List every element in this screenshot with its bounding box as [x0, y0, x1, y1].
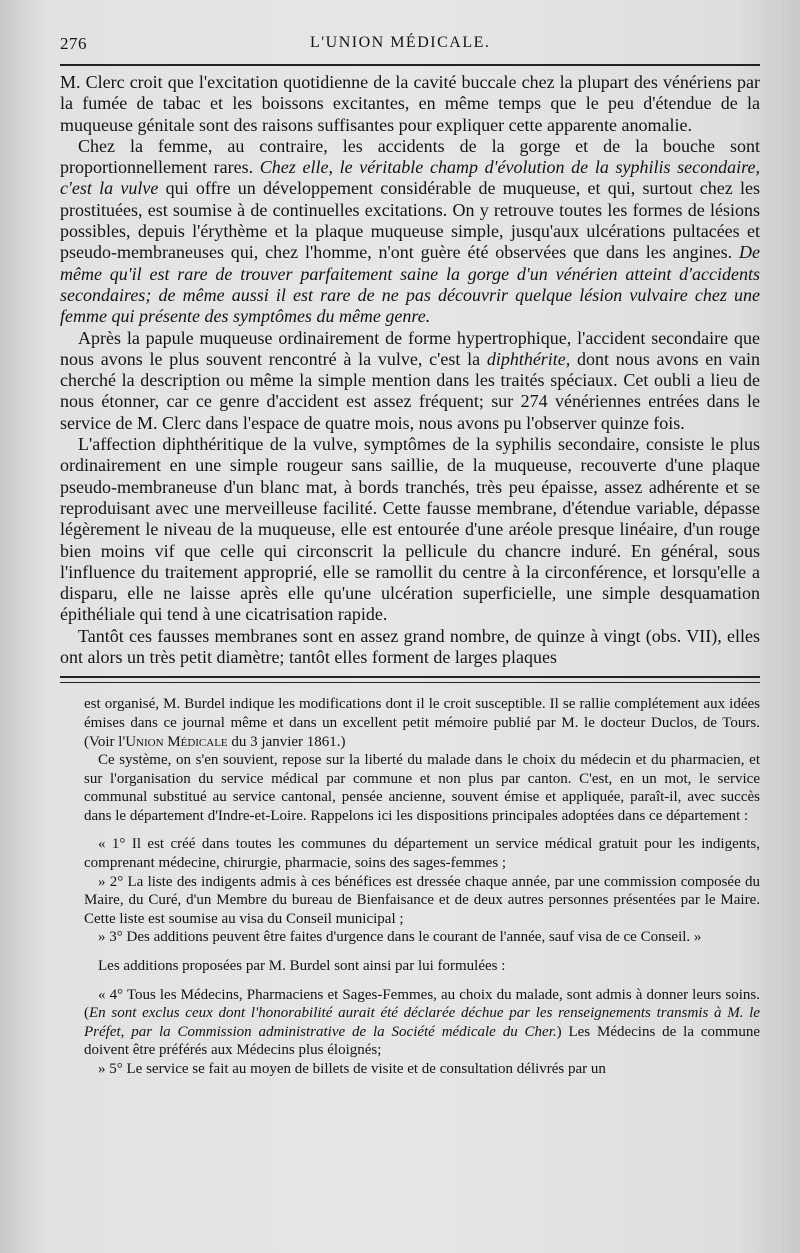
footnote-article-5: » 5° Le service se fait au moyen de billets de visite et de consultation délivrés par un [98, 1061, 606, 1077]
footnote-para-3: Les additions proposées par M. Burdel sont ainsi par lui formulées : [98, 958, 506, 975]
footnote-separator [60, 676, 760, 683]
footnote-article-4 [84, 986, 760, 1060]
footnote-journal-ref: Union Médicale [125, 733, 228, 750]
paragraph-4: L'affection diphthéritique de la vulve, symptômes de la syphilis secondaire, consiste le plus ordinairement en une simple rougeur sans saillie, de la muqueuse, recouverte d'une plaque pseudo-membraneuse d'un blanc mat, à bords tranchés, très peu épaisse, assez adhérente et se reproduisant avec une merveilleuse facilité. Cette fausse membrane, d'étendue variable, dépasse légèrement le niveau de la muqueuse, elle est entourée d'une aréole presque linéaire, d'un rouge bien moins vif que celle qui circonscrit la pellicule du chancre induré. En général, sous l'influence du traitement approprié, elle se ramollit du centre à la circonférence, et lorsqu'elle a disparu, elle ne laisse après elle qu'une ulcération superficielle, une simple desquamation épithéliale qui tend à une cicatrisation rapide. [60, 434, 760, 625]
header-rule [60, 64, 760, 66]
footnote-para-1-a: est organisé, M. Burdel indique les modifications dont il le croit susceptible. Il se rallie complétement aux idées émises dans ce journal même et dans un excellent petit mémoire publié par M. le docteur Duclos, de Tours. (Voir l' [84, 696, 760, 750]
footnote-article-4-a: « 4° Tous les Médecins, Pharmaciens et Sages-Femmes, au choix du malade, sont admis à donner leurs soins. ( [84, 986, 760, 1022]
footnote-gap-3 [84, 976, 760, 986]
paragraph-2-part-c: qui offre un développement considérable de muqueuse, et qui, surtout chez les prostituées, est soumise à de continuelles excitations. On y retrouve toutes les formes de lésions possibles, depuis l'érythème et la plaque muqueuse simple, jusqu'aux ulcérations pultacées et pseudo-membraneuses qui, chez l'homme, n'ont guère été observées que dans les angines. [60, 178, 760, 263]
footnote-article-1: « 1° Il est créé dans toutes les communes du département un service médical gratuit pour les indigents, comprenant médecine, chirurgie, pharmacie, soins des sages-femmes ; [84, 836, 760, 872]
running-header [60, 28, 760, 58]
paragraph-2-part-a: Chez la femme, au contraire, les accidents de la gorge et de la bouche sont proportionnellement rares. [60, 135, 760, 178]
paragraph-2 [60, 136, 760, 328]
paragraph-1: M. Clerc croit que l'excitation quotidienne de la cavité buccale chez la plupart des vénériens par la fumée de tabac et les boissons excitantes, en même temps que le peu d'étendue de la muqueuse génitale sont des raisons suffisantes pour expliquer cette apparente anomalie. [60, 72, 760, 135]
paragraph-3-part-a: Après la papule muqueuse ordinairement de forme hypertrophique, l'accident secondaire que nous avons le plus souvent rencontré à la vulve, c'est la [60, 327, 760, 369]
paragraph-3-part-c: dont nous avons en vain cherché la description ou même la simple mention dans les traités spéciaux. Cet oubli a lieu de nous étonner, car ce genre d'accident est assez fréquent; sur 274 vénériennes entrées dans le service de M. Clerc dans l'espace de quatre mois, nous avons pu l'observer quinze fois. [60, 348, 761, 433]
paragraph-5: Tantôt ces fausses membranes sont en assez grand nombre, de quinze à vingt (obs. VII), elles ont alors un très petit diamètre; tantôt elles forment de larges plaques [60, 625, 760, 668]
paragraph-3-italic: diphthérite, [486, 348, 571, 369]
main-text [60, 72, 760, 668]
footnote-gap-2 [84, 947, 760, 957]
footnote-article-4-italic: En sont exclus ceux dont l'honorabilité aurait été déclarée déchue par les renseignements transmis à M. le Préfet, par la Commission administrative de la Société médicale du Cher. [84, 1005, 760, 1040]
footnote-article-3: » 3° Des additions peuvent être faites d'urgence dans le courant de l'année, sauf visa de ce Conseil. » [98, 929, 702, 946]
footnote-para-1 [84, 695, 760, 751]
paragraph-2-italic-b: De même qu'il est rare de trouver parfaitement saine la gorge d'un vénérien atteint d'accidents secondaires; de même aussi il est rare de ne pas découvrir quelque lésion vulvaire chez une femme qui présente des symptômes du même genre. [60, 242, 760, 327]
footnote [60, 695, 760, 1078]
footnote-para-1-b: du 3 janvier 1861.) [227, 733, 346, 750]
page-number: 276 [60, 34, 87, 53]
footnote-article-2: » 2° La liste des indigents admis à ces bénéfices est dressée chaque année, par une commission composée du Maire, du Curé, d'un Membre du bureau de Bienfaisance et de deux autres personnes présentées par le Maire. Cette liste est soumise au visa du Conseil municipal ; [84, 873, 760, 927]
paragraph-2-italic-a: Chez elle, le véritable champ d'évolution de la syphilis secondaire, c'est la vulve [60, 157, 760, 199]
footnote-gap [84, 825, 760, 835]
footnote-para-2: Ce système, on s'en souvient, repose sur la liberté du malade dans le choix du médecin et du pharmacien, et sur l'organisation du service médical par commune et non plus par canton. C'est, en un mot, le service communal substitué au service cantonal, pensée ancienne, souvent émise et appliquée, paraît-il, avec succès dans le département d'Indre-et-Loire. Rappelons ici les dispositions principales adoptées dans ce département : [84, 752, 760, 824]
paragraph-3 [60, 328, 760, 434]
journal-title: L'UNION MÉDICALE. [310, 34, 491, 51]
footnote-article-4-c: ) Les Médecins de la commune doivent être préférés aux Médecins plus éloignés; [84, 1023, 761, 1059]
